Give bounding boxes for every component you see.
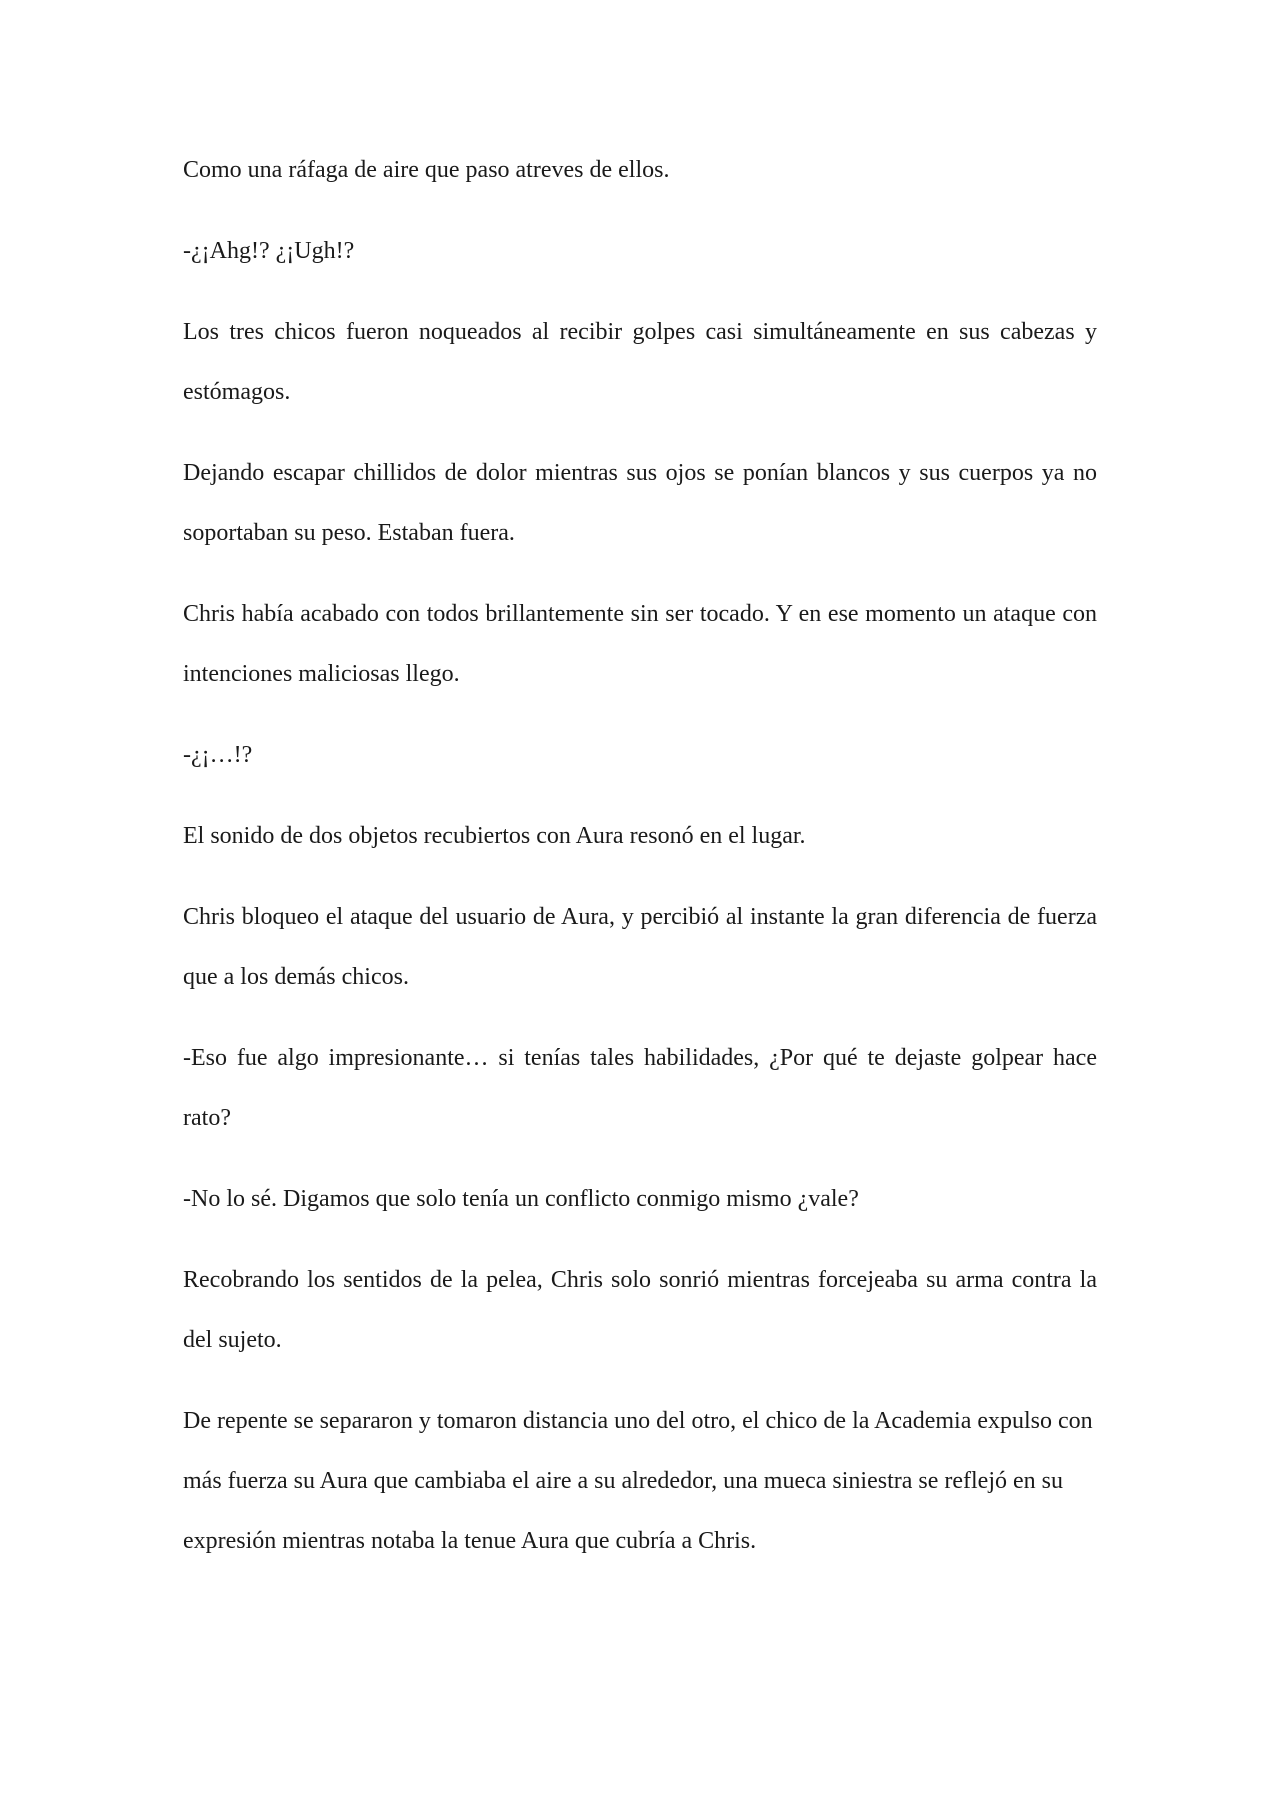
paragraph-1: Como una ráfaga de aire que paso atreves de ellos. — [183, 157, 670, 183]
paragraph-9: -Eso fue algo impresionante… si tenías tales habilidades, ¿Por qué te dejaste golpear hace rato? — [183, 1045, 1097, 1131]
paragraph-2: -¿¡Ahg!? ¿¡Ugh!? — [183, 238, 355, 264]
paragraph-3: Los tres chicos fueron noqueados al recibir golpes casi simultáneamente en sus cabezas y estómagos. — [183, 319, 1097, 405]
paragraph-4: Dejando escapar chillidos de dolor mientras sus ojos se ponían blancos y sus cuerpos ya no soportaban su peso. Estaban fuera. — [183, 460, 1097, 546]
document-body — [183, 140, 1097, 1592]
paragraph-8: Chris bloqueo el ataque del usuario de Aura, y percibió al instante la gran diferencia de fuerza que a los demás chicos. — [183, 904, 1097, 990]
paragraph-11: Recobrando los sentidos de la pelea, Chris solo sonrió mientras forcejeaba su arma contra la del sujeto. — [183, 1267, 1097, 1353]
paragraph-10: -No lo sé. Digamos que solo tenía un conflicto conmigo mismo ¿vale? — [183, 1186, 859, 1212]
paragraph-7: El sonido de dos objetos recubiertos con Aura resonó en el lugar. — [183, 823, 806, 849]
paragraph-12: De repente se separaron y tomaron distancia uno del otro, el chico de la Academia expulso con más fuerza su Aura que cambiaba el aire a su alrededor, una mueca siniestra se reflejó en su expresión mientras notaba la tenue Aura que cubría a Chris. — [183, 1408, 1093, 1554]
paragraph-6: -¿¡…!? — [183, 742, 253, 768]
paragraph-5: Chris había acabado con todos brillantemente sin ser tocado. Y en ese momento un ataque con intenciones maliciosas llego. — [183, 601, 1097, 687]
